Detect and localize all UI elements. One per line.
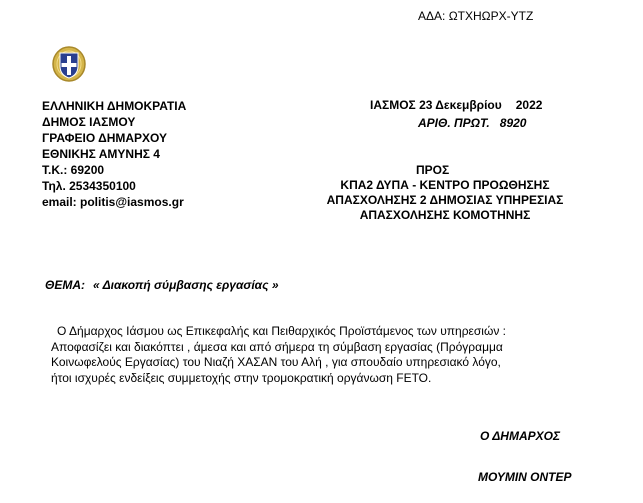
to-label: ΠΡΟΣ: [416, 163, 450, 177]
issuer-line-office: ΓΡΑΦΕΙΟ ΔΗΜΑΡΧΟΥ: [42, 131, 168, 145]
year: 2022: [515, 98, 543, 112]
signature-title: Ο ΔΗΜΑΡΧΟΣ: [480, 429, 561, 443]
ada-code: ΑΔΑ: ΩΤΧΗΩΡΧ-ΥΤΖ: [418, 9, 534, 23]
body-line: Κοινωφελούς Εργασίας) του Νιαζή ΧΑΣΑΝ του Αλή , για σπουδαίο υπηρεσιακό λόγο,: [51, 355, 501, 369]
protocol-label: ΑΡΙΘ. ΠΡΩΤ.: [418, 116, 490, 130]
recipient-line: ΑΠΑΣΧΟΛΗΣΗΣ ΚΟΜΟΤΗΝΗΣ: [359, 208, 531, 222]
signature-name: ΜΟΥΜΙΝ ΟΝΤΕΡ: [478, 470, 572, 484]
body-line: Ο Δήμαρχος Ιάσμου ως Επικεφαλής και Πειθαρχικός Προϊστάμενος των υπηρεσιών :: [57, 324, 506, 338]
recipient-line: ΚΠΑ2 ΔΥΠΑ - ΚΕΝΤΡΟ ΠΡΟΩΘΗΣΗΣ: [340, 178, 550, 192]
protocol-value: 8920: [499, 116, 527, 130]
issuer-line-country: ΕΛΛΗΝΙΚΗ ΔΗΜΟΚΡΑΤΙΑ: [42, 99, 187, 113]
greek-coat-of-arms-icon: [50, 44, 88, 84]
protocol-number: [418, 116, 526, 130]
subject-value: « Διακοπή σύμβασης εργασίας »: [93, 278, 279, 292]
subject-label: ΘΕΜΑ:: [45, 278, 85, 292]
issuer-line-email: email: politis@iasmos.gr: [42, 195, 184, 209]
body-line: Αποφασίζει και διακόπτει , άμεσα και από σήμερα τη σύμβαση εργασίας (Πρόγραμμα: [51, 339, 503, 354]
issuer-line-postcode: Τ.Κ.: 69200: [42, 163, 105, 177]
body-paragraph: [51, 324, 611, 386]
recipient-block: [290, 178, 600, 223]
body-line: ήτοι ισχυρές ενδείξεις συμμετοχής στην τρομοκρατική οργάνωση FETO.: [51, 370, 432, 385]
issuer-line-municipality: ΔΗΜΟΣ ΙΑΣΜΟΥ: [42, 115, 136, 129]
issuer-block: [42, 98, 186, 210]
recipient-line: ΑΠΑΣΧΟΛΗΣΗΣ 2 ΔΗΜΟΣΙΑΣ ΥΠΗΡΕΣΙΑΣ: [326, 193, 564, 207]
issuer-line-phone: Τηλ. 2534350100: [42, 179, 136, 193]
place-date: [370, 98, 542, 112]
issuer-line-address: ΕΘΝΙΚΗΣ ΑΜΥΝΗΣ 4: [42, 147, 160, 161]
subject-line: [45, 278, 279, 292]
place-date-text: ΙΑΣΜΟΣ 23 Δεκεμβρίου: [370, 98, 502, 112]
